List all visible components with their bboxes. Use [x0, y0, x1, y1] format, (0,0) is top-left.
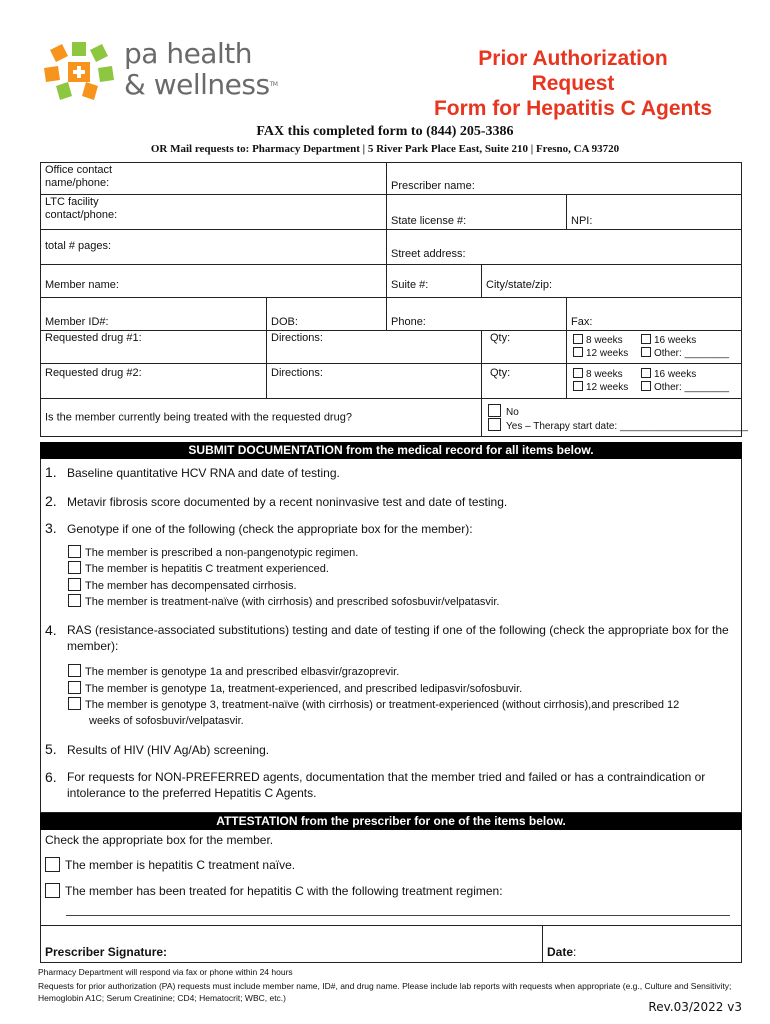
date-field[interactable] — [542, 925, 742, 963]
total-pages-label: total # pages: — [45, 240, 112, 252]
title-line-2: Request — [531, 72, 615, 95]
date-colon: : — [573, 945, 577, 959]
drug1-12weeks-option[interactable] — [573, 347, 628, 360]
drug1-qty-field[interactable] — [481, 330, 567, 364]
doc-item-3 — [45, 520, 473, 537]
drug2-directions-field[interactable] — [266, 363, 482, 399]
doc-item-1 — [45, 464, 340, 481]
state-license-field[interactable] — [386, 194, 567, 230]
attestation-instruction: Check the appropriate box for the member. — [45, 833, 274, 847]
option-label: 12 weeks — [586, 348, 629, 359]
drug1-label: Requested drug #1: — [45, 332, 142, 344]
option-label: 8 weeks — [586, 335, 623, 346]
item-number: 3. — [45, 520, 57, 536]
member-name-field[interactable] — [40, 264, 387, 298]
title-line-3: Form for Hepatitis C Agents — [433, 97, 713, 120]
option-label: The member is genotype 1a, treatment-experienced, and prescribed ledipasvir/sofosbuvir. — [85, 683, 523, 695]
checkbox[interactable] — [573, 368, 583, 378]
dob-field[interactable] — [266, 297, 387, 331]
drug1-8weeks-option[interactable] — [573, 334, 623, 347]
checkbox[interactable] — [641, 368, 651, 378]
attestation-header: ATTESTATION from the prescriber for one of the items below. — [40, 813, 742, 830]
footer-lab-note: Hemoglobin A1C; Serum Creatinine; CD4; Hematocrit; WBC, etc.) — [38, 993, 287, 1003]
mail-instruction: OR Mail requests to: Pharmacy Department | 5 River Park Place East, Suite 210 | Fresno, CA 93720 — [150, 143, 620, 155]
treated-no-option[interactable] — [488, 404, 519, 419]
checkbox[interactable] — [68, 594, 81, 607]
checkbox[interactable] — [45, 857, 60, 872]
item-number: 5. — [45, 741, 57, 757]
checkbox[interactable] — [488, 404, 501, 417]
drug2-8weeks-option[interactable] — [573, 368, 623, 381]
prescriber-name-field[interactable] — [386, 162, 742, 195]
street-address-field[interactable] — [386, 229, 742, 265]
checkbox[interactable] — [68, 664, 81, 677]
drug2-16weeks-option[interactable] — [641, 368, 696, 381]
npi-label: NPI: — [571, 215, 593, 227]
item-text: For requests for NON-PREFERRED agents, documentation that the member tried and failed or has a contraindication or intolerance to the preferred Hepatitis C Agents. — [67, 770, 706, 800]
ltc-facility-field[interactable] — [40, 194, 387, 230]
drug1-other-option[interactable] — [641, 347, 729, 360]
member-id-label: Member ID#: — [45, 316, 109, 328]
option-label: Other: ________ — [654, 382, 730, 393]
fax-label: Fax: — [571, 316, 593, 328]
attestation-option-2[interactable] — [45, 883, 503, 899]
checkbox[interactable] — [68, 697, 81, 710]
member-name-label: Member name: — [45, 279, 119, 291]
total-pages-field[interactable] — [40, 229, 387, 265]
prescriber-signature-field[interactable] — [40, 925, 543, 963]
drug2-qty-label: Qty: — [490, 367, 511, 379]
drug2-field[interactable] — [40, 363, 267, 399]
member-id-field[interactable] — [40, 297, 267, 331]
checkbox[interactable] — [68, 578, 81, 591]
option-label: 16 weeks — [654, 335, 697, 346]
ras-option-3-continued: weeks of sofosbuvir/velpatasvir. — [89, 715, 244, 727]
fax-field[interactable] — [566, 297, 742, 331]
phone-field[interactable] — [386, 297, 567, 331]
drug2-label: Requested drug #2: — [45, 367, 142, 379]
option-label: The member is genotype 3, treatment-naïve (with cirrhosis) or treatment-experienced (without cirrhosis),and prescribed 12 — [85, 699, 680, 711]
option-label: 8 weeks — [586, 369, 623, 380]
city-state-zip-field[interactable] — [481, 264, 742, 298]
street-address-label: Street address: — [391, 248, 466, 260]
pa-health-wellness-logo — [42, 37, 292, 106]
office-contact-label: Office contact name/phone: — [45, 164, 113, 189]
genotype-option-3[interactable] — [68, 578, 297, 594]
checkbox[interactable] — [573, 381, 583, 391]
drug1-16weeks-option[interactable] — [641, 334, 696, 347]
option-label: The member has been treated for hepatitis C with the following treatment regimen: — [65, 884, 503, 898]
revision-number: Rev.03/2022 v3 — [648, 1000, 742, 1014]
checkbox[interactable] — [641, 347, 651, 357]
option-label: The member is hepatitis C treatment naïve. — [65, 858, 296, 872]
item-number: 2. — [45, 493, 57, 509]
checkbox[interactable] — [573, 334, 583, 344]
ltc-facility-label: LTC facility contact/phone: — [45, 196, 118, 221]
state-license-label: State license #: — [391, 215, 467, 227]
footer-response-note: Pharmacy Department will respond via fax or phone within 24 hours — [38, 967, 293, 977]
option-label: 16 weeks — [654, 369, 697, 380]
office-contact-field[interactable] — [40, 162, 387, 195]
checkbox[interactable] — [488, 418, 501, 431]
ras-option-2[interactable] — [68, 681, 522, 697]
suite-field[interactable] — [386, 264, 482, 298]
suite-label: Suite #: — [391, 279, 429, 291]
drug1-field[interactable] — [40, 330, 267, 364]
option-label: Yes – Therapy start date: _______________________ — [506, 421, 748, 432]
option-label: No — [506, 407, 519, 418]
ras-option-1[interactable] — [68, 664, 399, 680]
item-number: 4. — [45, 622, 57, 638]
item-text: Genotype if one of the following (check the appropriate box for the member): — [67, 522, 473, 536]
checkbox[interactable] — [68, 681, 81, 694]
drug1-qty-label: Qty: — [490, 332, 511, 344]
ras-option-3[interactable] — [68, 697, 679, 713]
drug2-directions-label: Directions: — [271, 367, 323, 379]
item-number: 1. — [45, 464, 57, 480]
currently-treated-question — [40, 398, 482, 437]
option-label: 12 weeks — [586, 382, 629, 393]
treated-yes-option[interactable] — [488, 418, 748, 433]
doc-item-5 — [45, 741, 269, 758]
item-text: Results of HIV (HIV Ag/Ab) screening. — [67, 743, 270, 757]
date-label: Date — [547, 945, 574, 959]
logo-line-2: & wellness — [124, 68, 270, 101]
npi-field[interactable] — [566, 194, 742, 230]
drug1-directions-label: Directions: — [271, 332, 323, 344]
genotype-option-2[interactable] — [68, 561, 329, 577]
documentation-header: SUBMIT DOCUMENTATION from the medical record for all items below. — [40, 442, 742, 459]
option-label: The member is prescribed a non-pangenotypic regimen. — [85, 547, 359, 559]
option-label: The member is hepatitis C treatment experienced. — [85, 563, 329, 575]
treatment-regimen-line[interactable] — [66, 915, 730, 916]
city-state-zip-label: City/state/zip: — [486, 279, 553, 291]
checkbox[interactable] — [45, 883, 60, 898]
checkbox[interactable] — [68, 545, 81, 558]
drug1-directions-field[interactable] — [266, 330, 482, 364]
title-line-1: Prior Authorization — [478, 47, 668, 70]
option-label: The member is genotype 1a and prescribed elbasvir/grazoprevir. — [85, 666, 400, 678]
checkbox[interactable] — [68, 561, 81, 574]
item-text: RAS (resistance-associated substitutions) testing and date of testing if one of the following (check the appropriate box for the member): — [67, 623, 729, 653]
currently-treated-label: Is the member currently being treated with the requested drug? — [45, 411, 352, 423]
option-label: The member has decompensated cirrhosis. — [85, 580, 297, 592]
drug2-other-option[interactable] — [641, 381, 729, 394]
prescriber-name-label: Prescriber name: — [391, 180, 475, 192]
checkbox[interactable] — [641, 381, 651, 391]
doc-item-2 — [45, 493, 507, 510]
phone-label: Phone: — [391, 316, 426, 328]
option-label: Other: ________ — [654, 348, 730, 359]
logo-star-icon — [42, 40, 118, 102]
drug2-12weeks-option[interactable] — [573, 381, 628, 394]
footer-requirements-note: Requests for prior authorization (PA) requests must include member name, ID#, and drug name. Please include lab reports with requests when appropriate (e.g., Culture and Sensitivity; — [38, 981, 732, 991]
form-title — [418, 46, 728, 121]
fax-instruction: FAX this completed form to (844) 205-3386 — [256, 124, 514, 139]
logo-line-1: pa health — [124, 37, 252, 70]
genotype-option-1[interactable] — [68, 545, 358, 561]
trademark: TM — [269, 81, 278, 88]
doc-item-6 — [45, 769, 735, 801]
drug2-qty-field[interactable] — [481, 363, 567, 399]
checkbox[interactable] — [573, 347, 583, 357]
attestation-option-1[interactable] — [45, 857, 295, 873]
dob-label: DOB: — [271, 316, 298, 328]
item-text: Baseline quantitative HCV RNA and date of testing. — [67, 466, 340, 480]
item-number: 6. — [45, 769, 57, 785]
genotype-option-4[interactable] — [68, 594, 500, 610]
checkbox[interactable] — [641, 334, 651, 344]
item-text: Metavir fibrosis score documented by a recent noninvasive test and date of testing. — [67, 495, 508, 509]
prescriber-signature-label: Prescriber Signature: — [45, 945, 168, 959]
option-label: The member is treatment-naïve (with cirrhosis) and prescribed sofosbuvir/velpatasvir. — [85, 596, 500, 608]
doc-item-4 — [45, 622, 735, 654]
